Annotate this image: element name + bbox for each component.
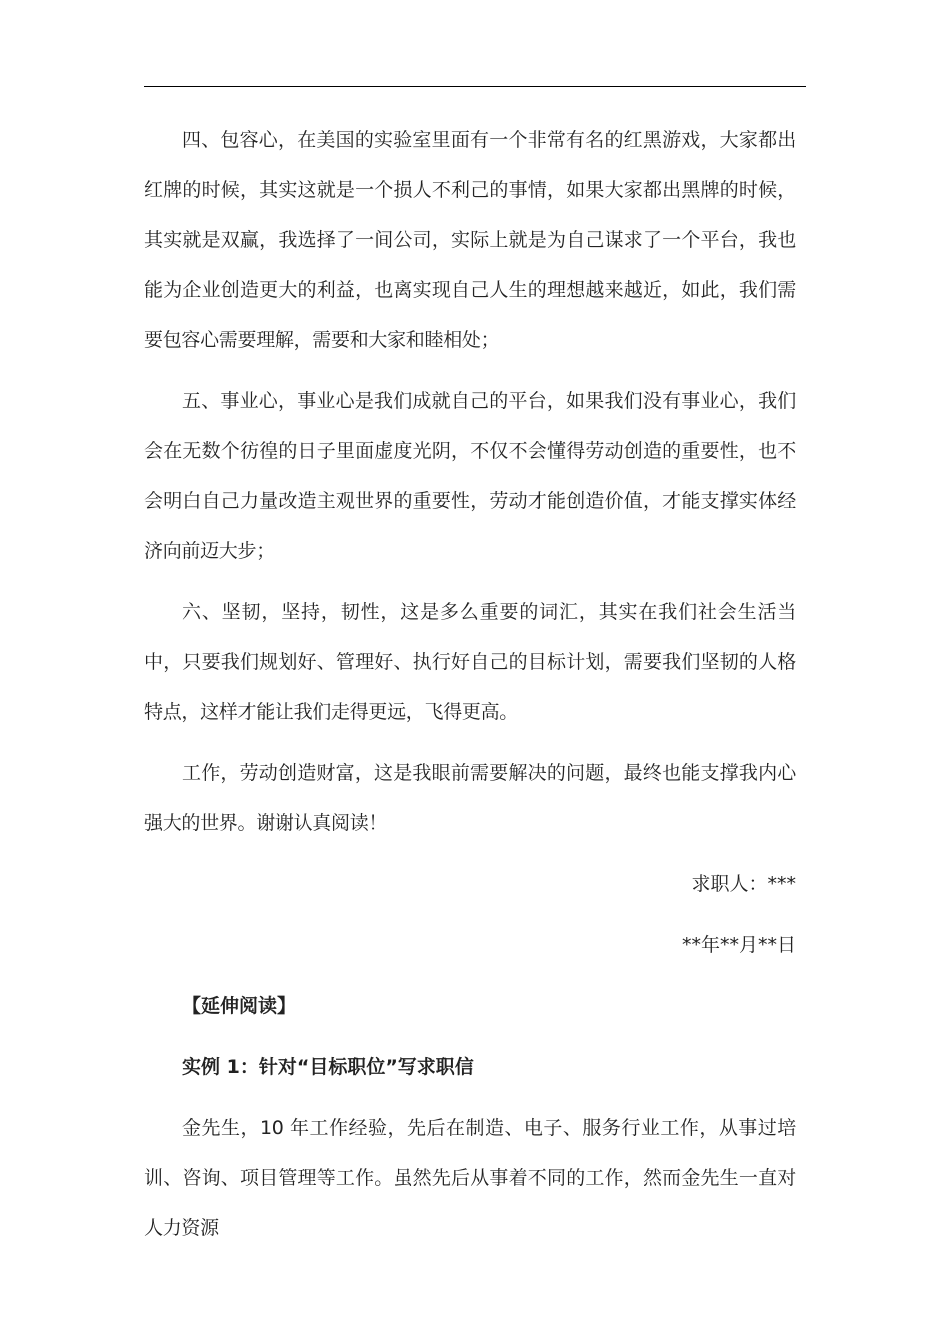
applicant-signature: 求职人：*** [691,873,796,895]
paragraph-ambition: 五、事业心，事业心是我们成就自己的平台，如果我们没有事业心，我们会在无数个彷徨的日子里面虚度光阴，不仅不会懂得劳动创造的重要性，也不会明白自己力量改造主观世界的重要性，劳动才能创造价值，才能支撑实体经济向前迈大步； [144,390,796,562]
paragraph-tolerance: 四、包容心，在美国的实验室里面有一个非常有名的红黑游戏，大家都出红牌的时候，其实这就是一个损人不利己的事情，如果大家都出黑牌的时候，其实就是双赢，我选择了一间公司，实际上就是为自己谋求了一个平台，我也能为企业创造更大的利益，也离实现自己人生的理想越来越近，如此，我们需要包容心需要理解，需要和大家和睦相处； [144,129,796,351]
paragraph-closing: 工作，劳动创造财富，这是我眼前需要解决的问题，最终也能支撑我内心强大的世界。谢谢认真阅读！ [144,762,796,834]
document-body [144,115,796,1264]
paragraph-perseverance: 六、坚韧，坚持，韧性，这是多么重要的词汇，其实在我们社会生活当中，只要我们规划好、管理好、执行好自己的目标计划，需要我们坚韧的人格特点，这样才能让我们走得更远，飞得更高。 [144,601,796,723]
date-line: **年**月**日 [681,934,796,956]
example-paragraph: 金先生，10 年工作经验，先后在制造、电子、服务行业工作，从事过培训、咨询、项目管理等工作。虽然先后从事着不同的工作，然而金先生一直对人力资源 [144,1117,796,1239]
example-heading: 实例 1：针对“目标职位”写求职信 [182,1056,474,1078]
extended-reading-heading: 【延伸阅读】 [182,995,297,1017]
header-rule [144,86,806,87]
